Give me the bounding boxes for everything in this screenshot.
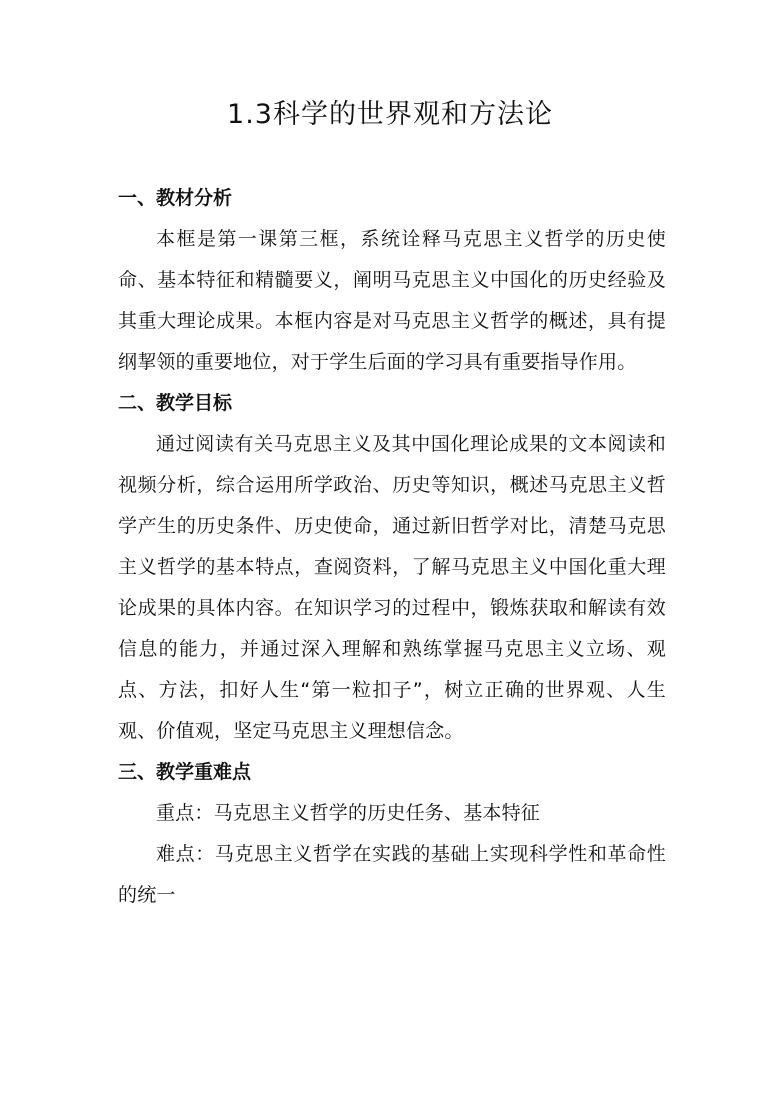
section-paragraph: 通过阅读有关马克思主义及其中国化理论成果的文本阅读和视频分析，综合运用所学政治、历史等知识，概述马克思主义哲学产生的历史条件、历史使命，通过新旧哲学对比，清楚马克思主义哲学的基本特点，查阅资料，了解马克思主义中国化重大理论成果的具体内容。在知识学习的过程中，锻炼获取和解读有效信息的能力，并通过深入理解和熟练掌握马克思主义立场、观点、方法，扣好人生“第一粒扣子”，树立正确的世界观、人生观、价值观，坚定马克思主义理想信念。 — [118, 433, 666, 742]
document-body — [118, 178, 666, 916]
section-paragraph: 本框是第一课第三框，系统诠释马克思主义哲学的历史使命、基本特征和精髓要义，阐明马克思主义中国化的历史经验及其重大理论成果。本框内容是对马克思主义哲学的概述，具有提纲挈领的重要地位，对于学生后面的学习具有重要指导作用。 — [118, 228, 666, 373]
section-heading: 一、教材分析 — [118, 187, 233, 209]
key-point-paragraph: 重点：马克思主义哲学的历史任务、基本特征 — [156, 802, 541, 824]
section-heading: 三、教学重难点 — [118, 761, 252, 783]
section-teaching-goals — [118, 383, 666, 752]
section-key-difficult-points — [118, 752, 666, 916]
difficult-point-paragraph: 难点：马克思主义哲学在实践的基础上实现科学性和革命性的统一 — [118, 843, 666, 906]
document-title: 1.3科学的世界观和方法论 — [227, 99, 553, 130]
section-heading: 二、教学目标 — [118, 392, 233, 414]
section-textbook-analysis — [118, 178, 666, 383]
